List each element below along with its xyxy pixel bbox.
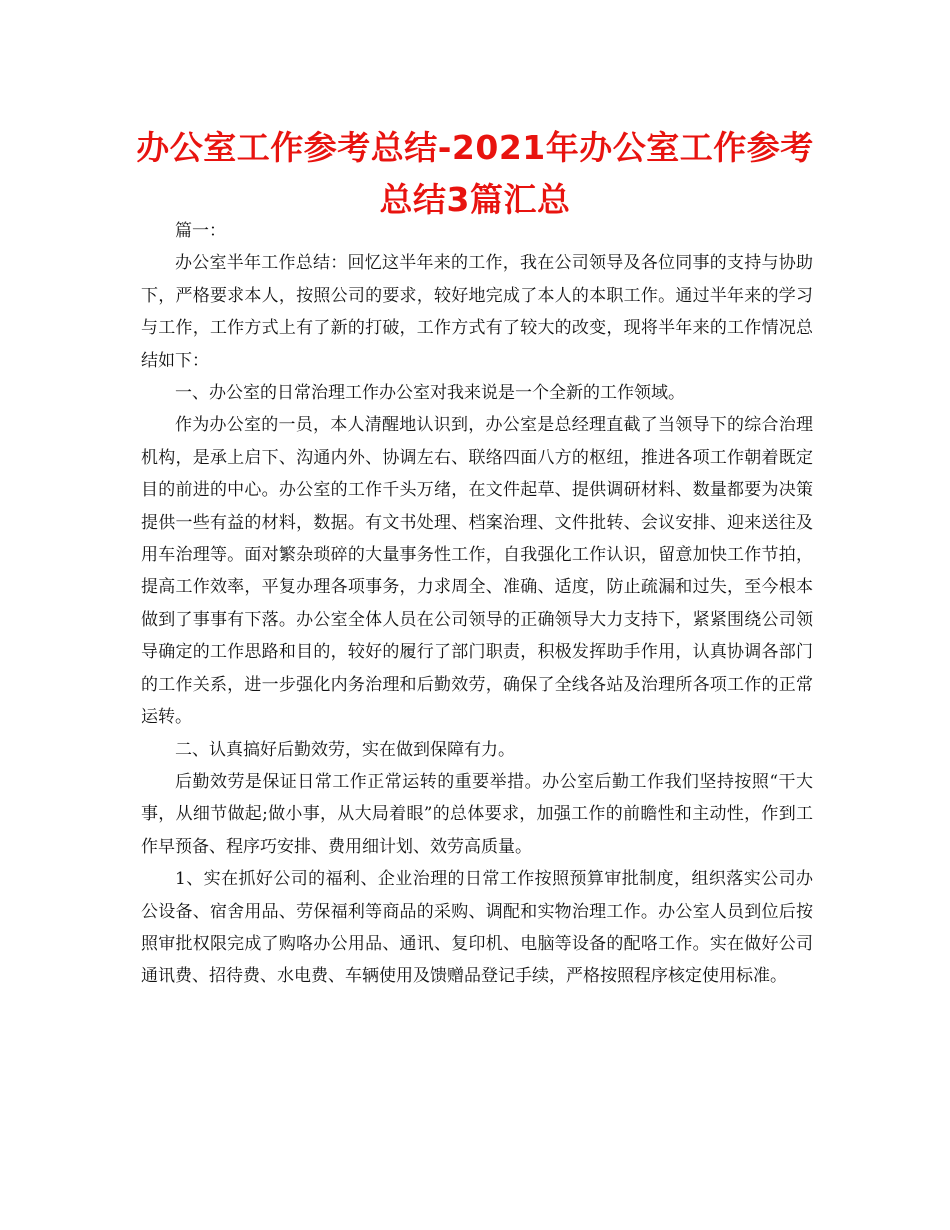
paragraph: 一、办公室的日常治理工作办公室对我来说是一个全新的工作领域。 bbox=[175, 383, 685, 404]
section-heading: 篇一： bbox=[175, 221, 226, 241]
paragraph: 1、实在抓好公司的福利、企业治理的日常工作按照预算审批制度，组织落实公司办公设备、宿舍用品、劳保福利等商品的采购、调配和实物治理工作。办公室人员到位后按照审批权限完成了购咯办公用品、通讯、复印机、电脑等设备的配咯工作。实在做好公司通讯费、招待费、水电费、车辆使用及馈赠品登记手续，严格按照程序核定使用标准。 bbox=[141, 869, 813, 987]
paragraph: 作为办公室的一员，本人清醒地认识到，办公室是总经理直截了当领导下的综合治理机构，是承上启下、沟通内外、协调左右、联络四面八方的枢纽，推进各项工作朝着既定目的前进的中心。办公室的工作千头万绪，在文件起草、提供调研材料、数量都要为决策提供一些有益的材料，数据。有文书处理、档案治理、文件批转、会议安排、迎来送往及用车治理等。面对繁杂琐碎的大量事务性工作，自我强化工作认识，留意加快工作节拍，提高工作效率，平复办理各项事务，力求周全、准确、适度，防止疏漏和过失，至今根本做到了事事有下落。办公室全体人员在公司领导的正确领导大力支持下，紧紧围绕公司领导确定的工作思路和目的，较好的履行了部门职责，积极发挥助手作用，认真协调各部门的工作关系，进一步强化内务治理和后勤效劳，确保了全线各站及治理所各项工作的正常运转。 bbox=[141, 415, 813, 728]
paragraph: 办公室半年工作总结：回忆这半年来的工作，我在公司领导及各位同事的支持与协助下，严格要求本人，按照公司的要求，较好地完成了本人的本职工作。通过半年来的学习与工作，工作方式上有了新的打破，工作方式有了较大的改变，现将半年来的工作情况总结如下： bbox=[141, 253, 813, 371]
paragraph: 后勤效劳是保证日常工作正常运转的重要举措。办公室后勤工作我们坚持按照“干大事，从细节做起;做小事，从大局着眼”的总体要求，加强工作的前瞻性和主动性，作到工作早预备、程序巧安排、费用细计划、效劳高质量。 bbox=[141, 771, 813, 857]
document-title: 办公室工作参考总结-2021年办公室工作参考总结3篇汇总 bbox=[136, 128, 814, 219]
paragraph: 二、认真搞好后勤效劳，实在做到保障有力。 bbox=[175, 739, 515, 760]
document-body bbox=[141, 215, 813, 993]
